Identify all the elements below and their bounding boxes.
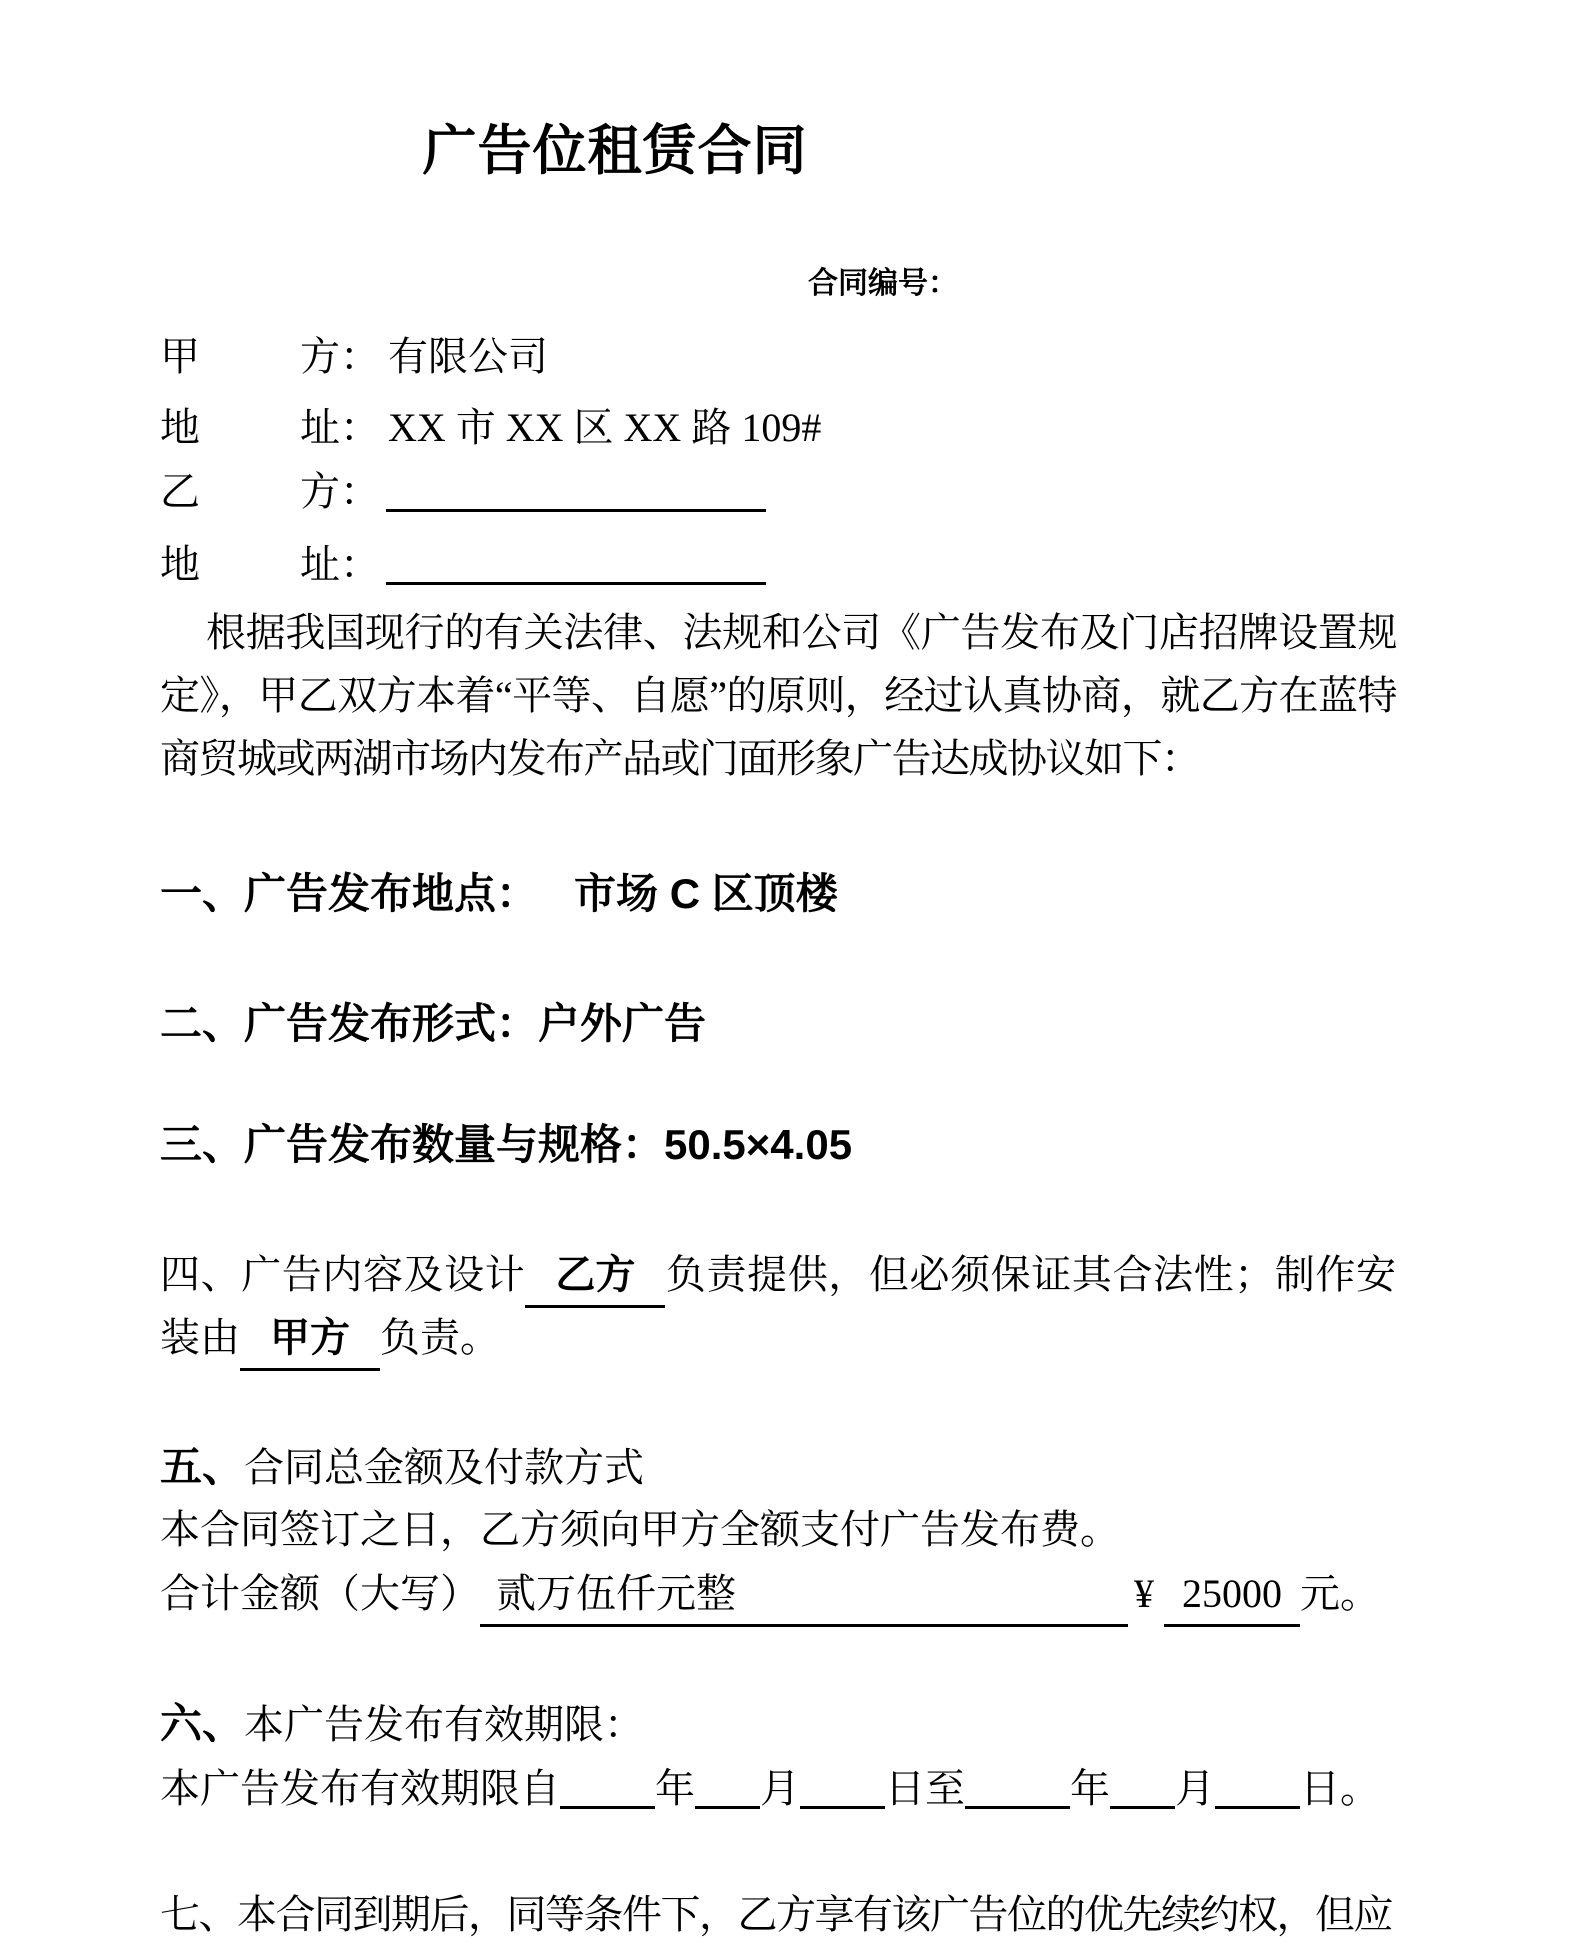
start-year-blank[interactable] bbox=[560, 1766, 655, 1809]
clause-5-payment-line: 本合同签订之日，乙方须向甲方全额支付广告发布费。 bbox=[160, 1507, 1120, 1552]
party-b-address-row bbox=[160, 530, 1396, 600]
clause-3-quantity-spec bbox=[160, 1118, 1420, 1172]
party-b-address-label: 地 bbox=[160, 542, 200, 587]
clause-2-format bbox=[160, 997, 1420, 1051]
clause-5-heading: 合同总金额及付款方式 bbox=[244, 1445, 645, 1490]
clause-5-number: 五、 bbox=[160, 1443, 245, 1490]
clause-4-text-2: 负责提供，但必须保证其合法性；制作安装由 bbox=[160, 1252, 1397, 1360]
clause-1-location bbox=[160, 867, 1420, 921]
clause-6-heading-row bbox=[160, 1697, 1420, 1752]
party-a-address-row bbox=[160, 393, 1396, 463]
clause-6-heading: 本广告发布有效期限： bbox=[244, 1702, 645, 1747]
party-a-value: 有限公司 bbox=[388, 334, 548, 379]
party-a-row bbox=[160, 322, 1396, 392]
contract-number-label: 合同编号： bbox=[808, 267, 958, 300]
start-day-blank[interactable] bbox=[800, 1766, 885, 1809]
party-a-address-field: 址： bbox=[300, 405, 380, 450]
clause-4-number: 四、 bbox=[160, 1252, 242, 1297]
start-month-unit: 月 bbox=[760, 1766, 800, 1811]
clause-4-text-3: 负责。 bbox=[380, 1315, 500, 1360]
clause-4-fill-party-b[interactable]: 乙方 bbox=[525, 1245, 665, 1308]
party-a-field: 方： bbox=[300, 334, 380, 379]
end-day-blank[interactable] bbox=[1215, 1766, 1300, 1809]
amount-in-words-blank[interactable] bbox=[480, 1564, 1128, 1627]
end-day-unit: 日。 bbox=[1300, 1766, 1380, 1811]
party-b-row bbox=[160, 457, 1396, 527]
amount-suffix: 元。 bbox=[1300, 1571, 1380, 1616]
amount-in-words: 贰万伍仟元整 bbox=[496, 1571, 736, 1616]
party-b-label: 乙 bbox=[160, 469, 200, 514]
end-year-blank[interactable] bbox=[965, 1766, 1070, 1809]
clause-4-text-1: 广告内容及设计 bbox=[241, 1252, 526, 1297]
clause-6-number: 六、 bbox=[160, 1700, 245, 1747]
party-a-label: 甲 bbox=[160, 334, 200, 379]
clause-1-value: 市场 C 区顶楼 bbox=[574, 870, 838, 917]
clause-6-validity-line bbox=[160, 1759, 1396, 1819]
party-b-address-field: 址： bbox=[300, 542, 380, 587]
clause-1-number: 一、 bbox=[160, 870, 245, 917]
clause-5-amount-line bbox=[160, 1564, 1396, 1627]
party-b-address-blank-line[interactable] bbox=[386, 540, 766, 585]
party-b-field: 方： bbox=[300, 469, 380, 514]
start-month-blank[interactable] bbox=[695, 1766, 760, 1809]
amount-digits-blank[interactable] bbox=[1164, 1564, 1300, 1627]
start-year-unit: 年 bbox=[655, 1766, 695, 1811]
amount-digits: 25000 bbox=[1182, 1571, 1282, 1616]
clause-5-heading-row bbox=[160, 1440, 1420, 1495]
document-title: 广告位租赁合同 bbox=[422, 121, 808, 181]
clause-3-number: 三、 bbox=[160, 1121, 245, 1168]
clause-4-fill-party-a[interactable]: 甲方 bbox=[240, 1308, 380, 1371]
clause-2-value: 户外广告 bbox=[538, 1000, 707, 1047]
clause-3-label: 广告发布数量与规格： bbox=[244, 1121, 665, 1168]
clause-3-value: 50.5×4.05 bbox=[664, 1121, 853, 1168]
clause-4-content-design bbox=[160, 1245, 1396, 1371]
clause-2-label: 广告发布形式： bbox=[244, 1000, 539, 1047]
end-year-unit: 年 bbox=[1070, 1766, 1110, 1811]
currency-symbol: ¥ bbox=[1134, 1571, 1154, 1616]
end-month-blank[interactable] bbox=[1110, 1766, 1175, 1809]
amount-prefix: 合计金额（大写） bbox=[160, 1571, 480, 1616]
validity-prefix: 本广告发布有效期限自 bbox=[160, 1766, 560, 1811]
preamble-paragraph: 根据我国现行的有关法律、法规和公司《广告发布及门店招牌设置规定》，甲乙双方本着“平等、自愿”的原则，经过认真协商，就乙方在蓝特商贸城或两湖市场内发布产品或门面形象广告达成协议如下： bbox=[160, 610, 1396, 781]
party-a-address-value: XX 市 XX 区 XX 路 109# bbox=[388, 405, 822, 450]
end-month-unit: 月 bbox=[1175, 1766, 1215, 1811]
party-a-address-label: 地 bbox=[160, 405, 200, 450]
clause-7-renewal-line: 七、本合同到期后，同等条件下，乙方享有该广告位的优先续约权，但应 bbox=[160, 1892, 1392, 1937]
party-b-blank-line[interactable] bbox=[386, 467, 766, 512]
clause-1-label: 广告发布地点： bbox=[244, 870, 539, 917]
clause-2-number: 二、 bbox=[160, 1000, 245, 1047]
start-day-to-unit: 日至 bbox=[885, 1766, 965, 1811]
